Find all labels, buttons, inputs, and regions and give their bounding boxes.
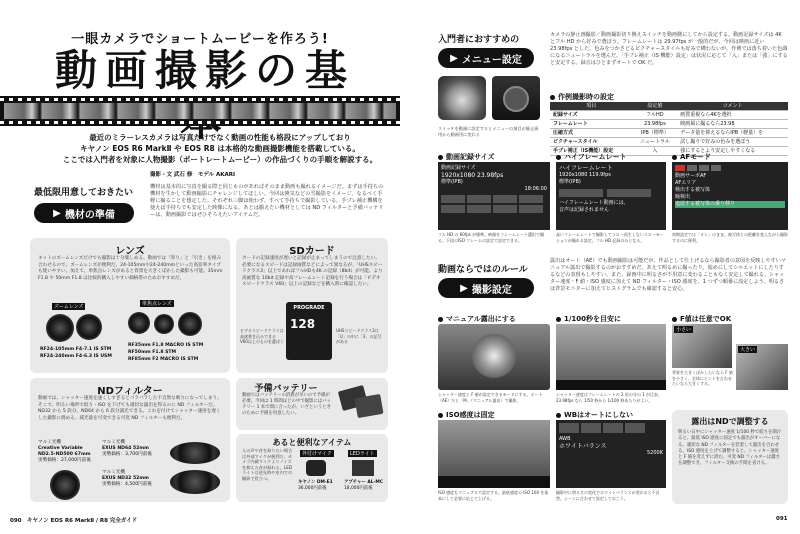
table-head-cell: 項目 — [550, 102, 633, 111]
prime-lens-2-image — [154, 314, 174, 334]
battery-image — [354, 394, 383, 418]
settings-table — [550, 102, 788, 156]
wb-title: WBはオートにしない — [564, 411, 634, 419]
page-title: 動画撮影の基 — [54, 46, 355, 95]
led-image — [352, 460, 374, 476]
caption-dial: スイッチを動画に設定するとメニューの項目が静止画用から動画用に変わる — [438, 126, 539, 137]
prep-heading: 最低限用意しておきたい — [34, 188, 134, 198]
zoom-name: RF24-240mm F4-6.3 IS USM — [40, 354, 112, 359]
nd-maker: マルミ光機 — [38, 440, 61, 445]
led-tag: LEDライト — [350, 451, 375, 457]
sd-note-2: UHSスピードクラス3は「U」の中に「3」の記号がある — [336, 328, 382, 344]
mic-price: 36,000円前後 — [298, 486, 327, 491]
lens-title: レンズ — [115, 246, 145, 257]
items-title: あると便利なアイテム — [272, 438, 352, 447]
rec-size-screen — [438, 162, 550, 230]
intro-line: ここでは入門者を対象に人物撮影（ポートレートムービー）の作品づくりの手順を解説する。 — [62, 155, 378, 164]
menu-line: AFエリア — [675, 180, 697, 186]
nd-box — [30, 378, 230, 502]
caption-shutter: シャッター速度はフレームレートの 2 倍の分の 1 が目安。23.98fps なら 1/50 秒から 1/100 秒あたりがよい。 — [556, 392, 662, 403]
shutter-screen — [556, 324, 666, 390]
intro-text — [60, 132, 380, 165]
menu-line: 18:06:00 — [524, 186, 547, 192]
rule-body: 露出はオート（AE）でも動画撮影は可能だが、作品として仕上げるなら撮影者の意図を反映しやすいマニュアル露出で撮影するのがおすすめだ。あえて明るめに撮ったり、暗めにしてシルエットにしたりするなどの表現もしやすい。また、録画中に明るさが不用意に変わることもなく安定して撮れる。シャッター速度・F 値・ISO 感度に加えて ND フィルター・ISO 感度を、1 つずつ順番に設定しよう。明るさは背景モニターに加えてヒストグラムでも確認すると安心。 — [550, 258, 786, 292]
prime-lens-3-image — [178, 312, 202, 336]
battery-box — [236, 378, 388, 430]
table-heading-label: 作例撮影時の設定 — [558, 93, 614, 101]
right-page — [400, 0, 800, 534]
caption-iso: ISO 感度もマニュアルで設定する。最低感度の ISO 100 を基本にして必要に応じて上げる。 — [438, 490, 549, 501]
prep-pill: ▶ 機材の準備 — [34, 203, 134, 223]
sd-card-image — [286, 302, 332, 360]
nd-adjust-title: 露出はNDで調整する — [691, 417, 769, 426]
table-row: ピクチャースタイル ニュートラル 試し撮りで好みの色みを選ぼう — [550, 138, 788, 147]
menu-line: 音声は記録されません — [559, 207, 610, 213]
nd-price: 実勢価格：4,500円前後 — [102, 482, 152, 487]
nd-item-2 — [102, 440, 164, 458]
iso-heading — [438, 410, 495, 420]
zoom-lens-2-image — [76, 314, 102, 340]
rule-pill: ▶ 撮影設定 — [438, 278, 534, 298]
prime-lens-1-image — [128, 312, 150, 334]
rec-body: カメラの静止画撮影／動画撮影切り換えスイッチを動画側にしてから設定する。動画記録サイズは 4K とフル HD から好みで選ぼう。フレームレートは 29.97fps が一般的だが、今回は映画に近い 23.98fps とした。色みをつかさどるピクチャースタイルも好みで構わないが、作例では落ち着いた色調になるニュートラルを選んだ。「手ブレ補正（IS 機能）設定」は状況に応じて「入」または「強」にすると安定する。録音はひとまずオートで OK だ。 — [550, 32, 788, 66]
nd-adjust-box — [672, 410, 788, 504]
zoom-tag: ズームレンズ — [54, 304, 84, 310]
prime-name: RF85mm F2 MACRO IS STM — [128, 357, 199, 362]
zoom-lens-1-image — [46, 314, 74, 342]
menu-line: 追尾する被写体の乗り移り — [675, 201, 785, 208]
prime-name: RF35mm F1.8 MACRO IS STM — [128, 343, 204, 348]
led-name: アプチャー AL-MC — [344, 480, 383, 485]
iso-title: ISO感度は固定 — [446, 411, 495, 419]
prime-names — [128, 342, 203, 363]
nd-name: Creative Variable ND2.5-ND500 67mm — [38, 446, 91, 457]
nd-item-1 — [38, 440, 98, 464]
nd-name: EXUS ND64 52mm — [102, 446, 149, 451]
nd-adjust-body: 明るい日中にシャッター速度 1/100 秒で絞りを開けると、最低 ISO 感度に固定でも露出がオーバーになる。適切な ND フィルターを装着して露出を合わせる。ISO 感度を上げて調整すると、シャッター速度と F 値を変えずに済む。可変 ND フィルターは濃さを調整でき、フィルター交換の手間を省ける。 — [678, 430, 782, 467]
nd-body: 動画では、シャッター速度を速くしすぎるとパラパラした不自然な映りになってしまう。そこで、明るい場所で絞り・ISO を下げても適切な露出を得るのに ND フィルターだ。ND32 から 5 段分、ND64 から 6 段分減光できる。これを付けてシャッター速度を遅くした撮影に挑める。減光量を可変できる可変 ND フィルターも便利だ。 — [38, 396, 222, 421]
fnum-photo-large — [736, 344, 788, 390]
large-label: 大きい — [740, 347, 756, 353]
nd-maker: マルミ光機 — [102, 470, 125, 475]
bullet-icon — [438, 317, 443, 322]
mic-image — [306, 460, 326, 476]
zoom-name: RF24-105mm F4-7.1 IS STM — [40, 347, 112, 352]
fnum-title: F値は任意でOK — [680, 315, 732, 323]
intro-line: キヤノン EOS R6 MarkⅡ や EOS R8 は本格的な動画撮影機能を搭載している。 — [80, 144, 360, 153]
credit: 撮影・文 武石 修 モデル AKARI — [150, 172, 236, 178]
nd-price: 実勢価格：27,000円前後 — [38, 458, 91, 463]
wb-screen — [556, 420, 666, 488]
kicker: 一眼カメラでショートムービーを作ろう! — [71, 32, 329, 47]
sd-box — [236, 238, 388, 373]
rec-heading: 入門者におすすめの — [438, 35, 520, 45]
shutter-title: 1/100秒を目安に — [564, 315, 622, 323]
menu-line: 検出する被写体 — [675, 187, 711, 193]
manual-dial-image — [438, 324, 550, 390]
zoom-names — [40, 346, 112, 360]
rec-pill-label: メニュー設定 — [461, 54, 522, 66]
prime-name: RF50mm F1.8 STM — [128, 350, 177, 355]
menu-line: AWB — [559, 436, 571, 442]
menu-line: 1920x1080 119.9fps — [559, 172, 611, 178]
bullet-icon — [438, 155, 443, 160]
caption-af: 初期設定では「オン」のまま。被写体との距離を変えながら撮影するのに便利。 — [672, 232, 788, 243]
bullet-icon — [556, 413, 561, 418]
menu-line: 標準(IPB) — [441, 179, 463, 185]
sd-body: カードの記録速度が遅いと記録が止まってしまうので注意したい。必要になるスピードは記録画質などによって異なるが、「UHSスピードクラス3」以上であればフルHDも4K の記録（8bit）が可能。より高画質な 10bit 記録や高フレームレート記録を行う場合は「ビデオスピードクラス V60」以上の記録などを購入時に確認したい。 — [242, 256, 383, 287]
sd-card-size: 128 — [290, 317, 316, 331]
bullet-icon — [550, 95, 555, 100]
table-row: フレームレート 23.98fps 映画風に撮るなら23.98 — [550, 120, 788, 129]
caption-manual: シャッター速度と F 値が設定できるモードにする。オート（AE）だと「M」（マニュアル露出）で撮影。 — [438, 392, 543, 403]
nd-maker: マルミ光機 — [102, 440, 125, 445]
led-price: 18,000円前後 — [344, 486, 373, 491]
menu-line: 動画記録サイズ — [441, 165, 476, 171]
wb-heading — [556, 410, 633, 420]
camera-dial-image — [438, 76, 486, 120]
fnum-photo-small — [672, 324, 732, 368]
af-title: AFモード — [680, 153, 711, 161]
rec-size-title: 動画記録サイズ — [446, 153, 495, 161]
mic-name: キヤノン DM-E1 — [298, 480, 333, 485]
items-box — [236, 434, 388, 502]
nd-title: NDフィルター — [97, 386, 163, 397]
menu-line: 動画サーボAF — [675, 173, 707, 179]
camera-back-image — [492, 76, 540, 120]
table-head-cell: コメント — [677, 102, 788, 111]
table-heading — [550, 92, 614, 102]
caption-wb: 撮影中に明るさの変化でホワイトバランスが変わると不自然。シーンに合わせて設定しておこう。 — [556, 490, 660, 501]
shutter-heading — [556, 314, 621, 324]
battery-body: 動画ではバッテリーの消費が早いので予備が必要。今回は 1 時間ほどの中で撮影にはバッテリー 1 本で間に合ったが、いざというときのために予備を用意したい。 — [242, 393, 332, 416]
caption-rec-size: フル HD の 60fps が標準。映像をフレームレート選択で撮る。下段のISO フレームの設定で設定できる。 — [438, 232, 544, 243]
af-screen — [672, 162, 788, 230]
hfr-screen — [556, 162, 666, 230]
table-row: 手ブレ補正（IS機能）設定 入 強にするとより安定しやすくなる — [550, 147, 788, 156]
nd-item-3 — [102, 470, 164, 488]
fnum-heading — [672, 314, 731, 324]
manual-heading — [438, 314, 516, 324]
nd-filter-2-image — [170, 442, 220, 464]
nd-name: EXUS ND32 52mm — [102, 476, 149, 481]
caption-fnum: 背景を大きくぼかしたいなら F 値を小さく、全体にピントを合わせたいなら大きくする。 — [672, 370, 733, 386]
table-head-cell: 設定値 — [633, 102, 678, 111]
menu-line: ホワイトバランス — [559, 443, 607, 450]
menu-line: 瞳検出 — [675, 194, 691, 200]
film-strip — [0, 96, 400, 126]
menu-line: 1920x1080 23.98fps — [441, 172, 504, 179]
mic-info — [298, 480, 333, 492]
table-row: 記録サイズ フルHD 画質重視なら4Kを選択 — [550, 111, 788, 120]
hfr-title: ハイフレームレート — [564, 153, 627, 161]
mic-tag: 外付けマイク — [302, 451, 332, 457]
led-info — [344, 480, 383, 492]
af-heading — [672, 152, 711, 162]
bullet-icon — [556, 317, 561, 322]
sd-note-1: ビデオスピードクラスは高速書き込みできる V60以上のものを選ぼう — [240, 328, 284, 344]
small-label: 小さい — [676, 327, 692, 333]
rule-pill-label: 撮影設定 — [471, 284, 512, 296]
battery-title: 予備バッテリー — [254, 384, 318, 394]
lens-box — [30, 238, 230, 373]
bullet-icon — [672, 317, 677, 322]
caption-hfr: 高いフレームレートで撮影してスロー再生しないスローモーションが撮れる設定。フル HD 記録のみとなる。 — [556, 232, 664, 243]
rec-size-heading — [438, 152, 494, 162]
prep-pill-label: 機材の準備 — [64, 209, 115, 221]
prep-body: 機材は基本的に写真を撮る際と同じものがあればそのまま動画も撮れるイメージだ。まずは手持ちの機材を生かして動画撮影にチャレンジしてほしい。今回は換気などの雪撮影をイメージ、なるべく手軽に撮ることを想定した。それぞれ三脚は使わず、すべて手持ちで撮影している。手ブレ補正機構を使えば手持ちでも安定した映像になる。あとは揃えたい機材としては ND フィルターと予備バッテリーは、動画撮影ではぜひそろえたいアイテムだ。 — [150, 184, 384, 218]
right-footer: 091 — [776, 516, 788, 522]
bullet-icon — [556, 155, 561, 160]
sd-title: SDカード — [289, 246, 335, 257]
hfr-heading — [556, 152, 627, 162]
prime-tag: 単焦点レンズ — [142, 301, 172, 307]
bullet-icon — [438, 413, 443, 418]
manual-title: マニュアル露出にする — [446, 315, 516, 323]
items-body: 人の声や音を録りたい場合は外部マイクが便利だ。カメラ内蔵マイクよりノイズを抑えた音が録れる。LED ライトは逆光時や室内での撮影で役立つ。 — [242, 448, 293, 481]
iso-screen — [438, 420, 550, 488]
menu-line: 5200K — [646, 450, 663, 456]
menu-line: ハイフレームレート動画には、 — [559, 200, 629, 206]
menu-line: ハイフレームレート — [559, 165, 613, 172]
table-row: 圧縮方式 IPB（標準） データ量を抑えるならIPB（軽量）を — [550, 129, 788, 138]
rule-heading: 動画ならではのルール — [438, 265, 528, 275]
nd-filter-1-image — [50, 470, 80, 500]
bullet-icon — [672, 155, 677, 160]
left-footer: 090 キヤノン EOS R6 MarkⅡ / R8 完全ガイド — [10, 518, 138, 524]
lens-body: キットのズームレンズだけでも撮影は十分楽しめる。動画では「寄り」と「引き」を組み合わせるので、ズームレンズが便利だ。24-105mmや24-240mmといった高倍率タイプも使いやすい。加えて、単焦点レンズがあると背景を大きくぼかした撮影も可能。35mm F1.8 や 50mm F1.8 は比較的購入しやすい価格帯のためおすすめだ。 — [38, 256, 223, 281]
sd-card-brand: PROGRADE — [293, 305, 325, 311]
nd-price: 実勢価格：3,700円前後 — [102, 452, 152, 457]
rec-pill: ▶ メニュー設定 — [438, 48, 534, 68]
menu-line: 標準(IPB) — [559, 179, 581, 185]
intro-line: 最近のミラーレスカメラは写真だけでなく動画の性能も格段にアップしており — [89, 133, 351, 142]
nd-filter-3-image — [170, 470, 220, 494]
